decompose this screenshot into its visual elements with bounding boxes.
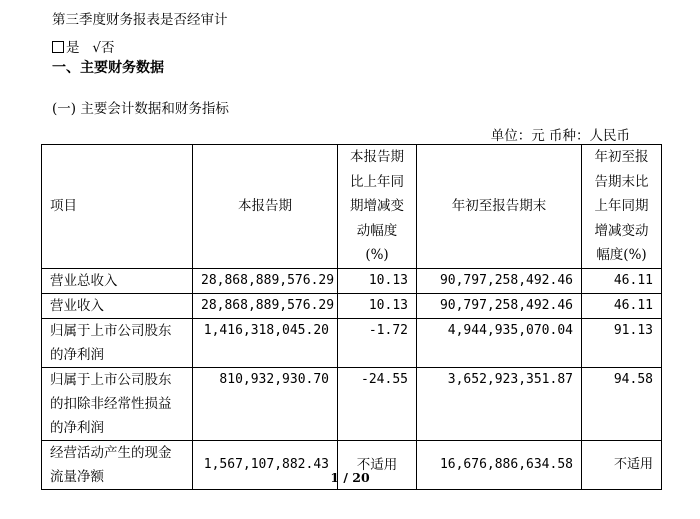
unit-currency-line: 单位：元 币种：人民币 <box>490 128 630 144</box>
row-item: 营业总收入 <box>42 268 193 293</box>
row-current-change: 10.13 <box>338 268 417 293</box>
audit-question: 第三季度财务报表是否经审计 <box>52 12 228 28</box>
row-item: 经营活动产生的现金流量净额 <box>42 440 193 489</box>
header-current: 本报告期 <box>193 145 338 269</box>
page-number: 1 / 20 <box>330 470 370 485</box>
row-ytd: 16,676,886,634.58 <box>417 440 582 489</box>
row-current: 1,567,107,882.43 <box>193 440 338 489</box>
table-row <box>42 268 662 293</box>
row-ytd-change: 94.58 <box>582 367 662 440</box>
row-ytd-change: 46.11 <box>582 293 662 318</box>
header-item: 项目 <box>42 145 193 269</box>
section-title: 一、主要财务数据 <box>52 60 164 76</box>
option-yes-label: 是 <box>66 40 80 56</box>
checkbox-yes-icon <box>52 41 64 53</box>
header-ytd-change: 年初至报告期末比上年同期增减变动幅度(%) <box>582 145 662 269</box>
subsection-title: (一) 主要会计数据和财务指标 <box>52 101 229 117</box>
header-current-change: 本报告期比上年同期增减变动幅度(%) <box>338 145 417 269</box>
audit-options <box>52 36 114 56</box>
row-ytd-change: 91.13 <box>582 318 662 367</box>
row-current: 1,416,318,045.20 <box>193 318 338 367</box>
row-current: 810,932,930.70 <box>193 367 338 440</box>
row-current: 28,868,889,576.29 <box>193 293 338 318</box>
table-row <box>42 367 662 440</box>
header-ytd: 年初至报告期末 <box>417 145 582 269</box>
table-row <box>42 293 662 318</box>
row-current-change: 10.13 <box>338 293 417 318</box>
row-current-change: -1.72 <box>338 318 417 367</box>
row-current-change: 不适用 <box>338 440 417 489</box>
financial-data-table <box>41 144 662 490</box>
row-ytd: 4,944,935,070.04 <box>417 318 582 367</box>
row-current: 28,868,889,576.29 <box>193 268 338 293</box>
row-ytd-change: 不适用 <box>582 440 662 489</box>
option-no-label: √否 <box>92 40 115 56</box>
row-item: 营业收入 <box>42 293 193 318</box>
row-ytd-change: 46.11 <box>582 268 662 293</box>
table-header-row <box>42 145 662 269</box>
row-item: 归属于上市公司股东的扣除非经常性损益的净利润 <box>42 367 193 440</box>
row-ytd: 90,797,258,492.46 <box>417 268 582 293</box>
row-ytd: 3,652,923,351.87 <box>417 367 582 440</box>
row-ytd: 90,797,258,492.46 <box>417 293 582 318</box>
table-row <box>42 318 662 367</box>
row-current-change: -24.55 <box>338 367 417 440</box>
row-item: 归属于上市公司股东的净利润 <box>42 318 193 367</box>
